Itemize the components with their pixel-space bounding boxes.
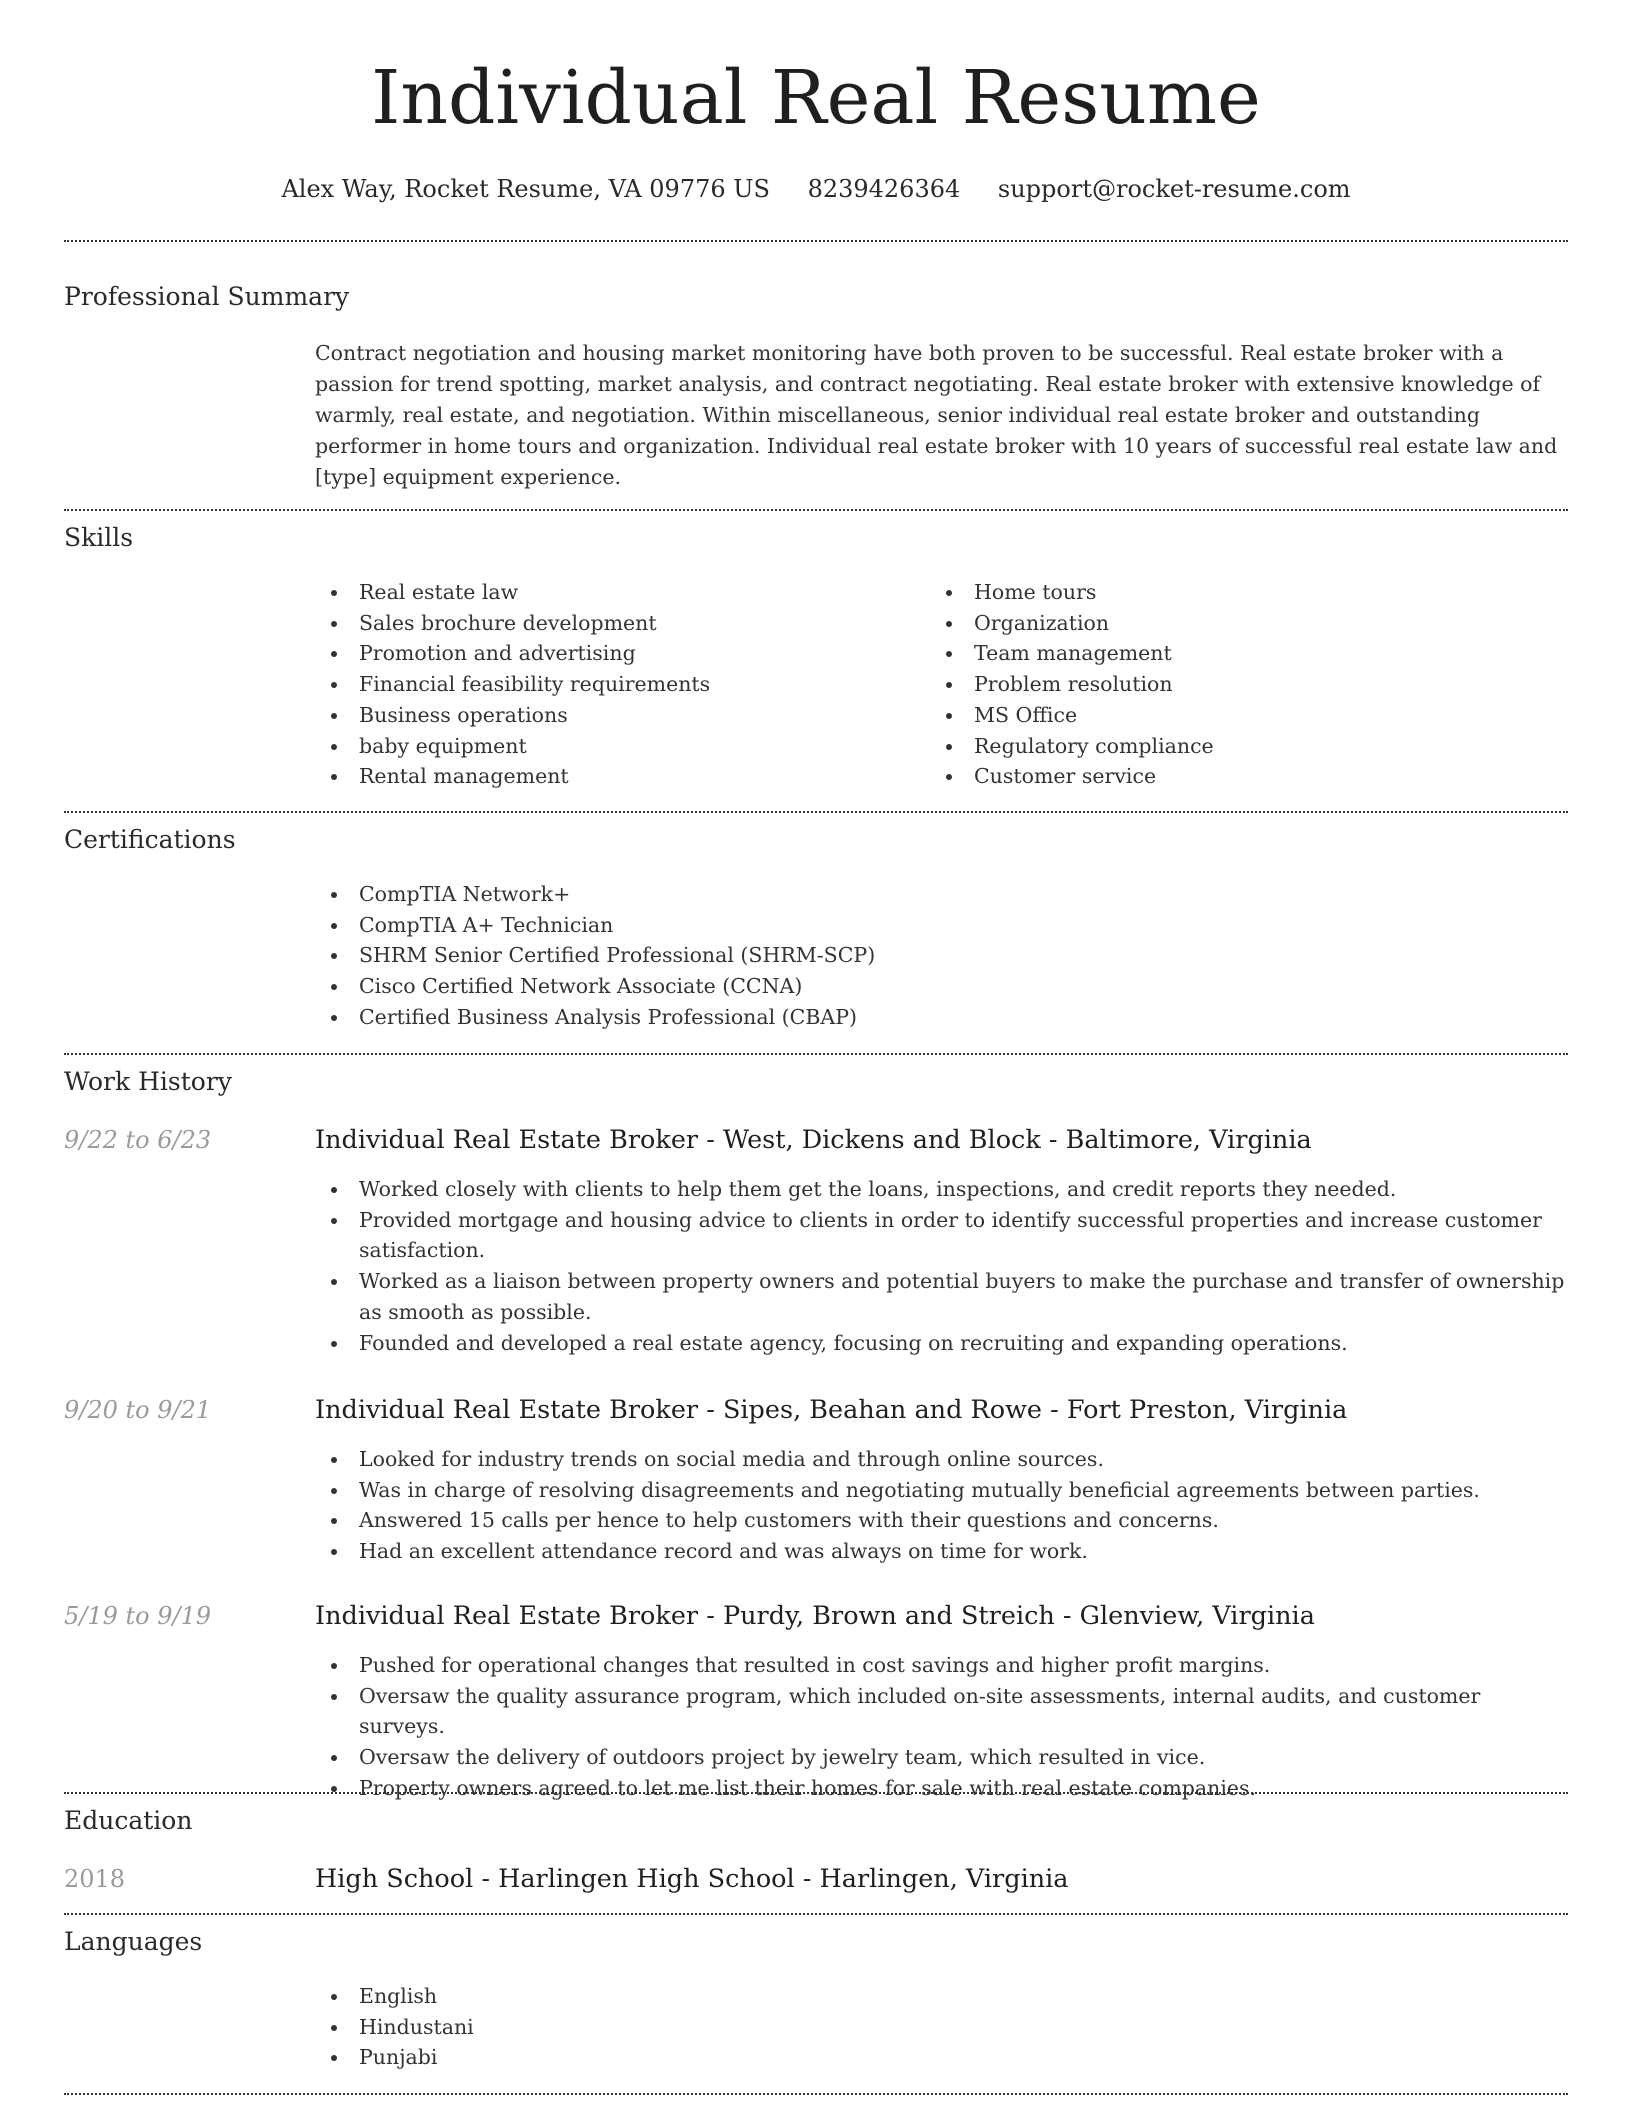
job-bullet: Founded and developed a real estate agency, focusing on recruiting and expanding operations.	[315, 1328, 1568, 1359]
section-heading: Professional Summary	[64, 282, 350, 311]
language-item: Punjabi	[315, 2042, 1568, 2073]
certification-item: CompTIA A+ Technician	[315, 910, 1568, 941]
skill-item: Sales brochure development	[315, 608, 915, 639]
job-bullet: Provided mortgage and housing advice to clients in order to identify successful properties and increase customer satisfaction.	[315, 1205, 1568, 1266]
skills-list-right	[930, 577, 1530, 792]
job-bullet: Worked closely with clients to help them get the loans, inspections, and credit reports they needed.	[315, 1174, 1568, 1205]
certification-item: SHRM Senior Certified Professional (SHRM-SCP)	[315, 940, 1568, 971]
skill-item: Financial feasibility requirements	[315, 669, 915, 700]
skill-item: Problem resolution	[930, 669, 1530, 700]
contact-phone: 8239426364	[807, 175, 961, 203]
skill-item: Promotion and advertising	[315, 638, 915, 669]
divider	[64, 811, 1568, 813]
certification-item: Cisco Certified Network Associate (CCNA)	[315, 971, 1568, 1002]
job-bullet: Answered 15 calls per hence to help customers with their questions and concerns.	[315, 1505, 1568, 1536]
job-bullets	[315, 1174, 1568, 1358]
skill-item: Customer service	[930, 761, 1530, 792]
job-bullets	[315, 1650, 1568, 1804]
skill-item: baby equipment	[315, 731, 915, 762]
job-bullet: Looked for industry trends on social media and through online sources.	[315, 1444, 1568, 1475]
skills-list-left	[315, 577, 915, 792]
section-heading: Languages	[64, 1927, 203, 1956]
language-item: Hindustani	[315, 2012, 1568, 2043]
job-title: Individual Real Estate Broker - West, Dickens and Block - Baltimore, Virginia	[315, 1125, 1312, 1155]
certification-item: CompTIA Network+	[315, 879, 1568, 910]
job-bullets	[315, 1444, 1568, 1567]
job-title: Individual Real Estate Broker - Purdy, Brown and Streich - Glenview, Virginia	[315, 1601, 1315, 1631]
divider	[64, 509, 1568, 511]
section-heading: Education	[64, 1806, 193, 1835]
section-heading: Certifications	[64, 825, 236, 854]
skill-item: Organization	[930, 608, 1530, 639]
divider	[64, 1913, 1568, 1915]
education-entry: High School - Harlingen High School - Harlingen, Virginia	[315, 1864, 1069, 1894]
summary-text: Contract negotiation and housing market monitoring have both proven to be successful. Real estate broker with a passion for trend spotting, market analysis, and contract negotiating. Real estate broker with extensive knowledge of warmly, real estate, and negotiation. Within miscellaneous, senior individual real estate broker and outstanding performer in home tours and organization. Individual real estate broker with 10 years of successful real estate law and [type] equipment experience.	[315, 341, 1558, 489]
job-bullet: Oversaw the delivery of outdoors project by jewelry team, which resulted in vice.	[315, 1742, 1568, 1773]
contact-address: Alex Way, Rocket Resume, VA 09776 US	[281, 175, 770, 203]
divider	[64, 2093, 1568, 2095]
skill-item: Regulatory compliance	[930, 731, 1530, 762]
job-bullet: Was in charge of resolving disagreements and negotiating mutually beneficial agreements between parties.	[315, 1475, 1568, 1506]
languages-list	[315, 1981, 1568, 2073]
resume-title: Individual Real Resume	[371, 55, 1261, 141]
skill-item: Home tours	[930, 577, 1530, 608]
job-bullet: Worked as a liaison between property owners and potential buyers to make the purchase and transfer of ownership as smooth as possible.	[315, 1266, 1568, 1327]
contact-email: support@rocket-resume.com	[997, 175, 1351, 203]
divider	[64, 1053, 1568, 1055]
certification-item: Certified Business Analysis Professional (CBAP)	[315, 1002, 1568, 1033]
skill-item: Team management	[930, 638, 1530, 669]
skill-item: Business operations	[315, 700, 915, 731]
divider	[64, 240, 1568, 242]
job-bullet: Property owners agreed to let me list their homes for sale with real estate companies.	[315, 1773, 1568, 1804]
divider	[64, 1792, 1568, 1794]
job-bullet: Oversaw the quality assurance program, which included on-site assessments, internal audits, and customer surveys.	[315, 1681, 1568, 1742]
job-dates: 9/20 to 9/21	[64, 1396, 212, 1424]
language-item: English	[315, 1981, 1568, 2012]
skill-item: MS Office	[930, 700, 1530, 731]
section-heading: Skills	[64, 523, 134, 552]
contact-line	[0, 170, 1632, 208]
job-bullet: Pushed for operational changes that resulted in cost savings and higher profit margins.	[315, 1650, 1568, 1681]
skill-item: Rental management	[315, 761, 915, 792]
job-title: Individual Real Estate Broker - Sipes, Beahan and Rowe - Fort Preston, Virginia	[315, 1395, 1348, 1425]
job-dates: 5/19 to 9/19	[64, 1602, 212, 1630]
skill-item: Real estate law	[315, 577, 915, 608]
section-heading: Work History	[64, 1067, 232, 1096]
certifications-list	[315, 879, 1568, 1033]
job-bullet: Had an excellent attendance record and was always on time for work.	[315, 1536, 1568, 1567]
education-year: 2018	[64, 1865, 126, 1893]
job-dates: 9/22 to 6/23	[64, 1126, 212, 1154]
